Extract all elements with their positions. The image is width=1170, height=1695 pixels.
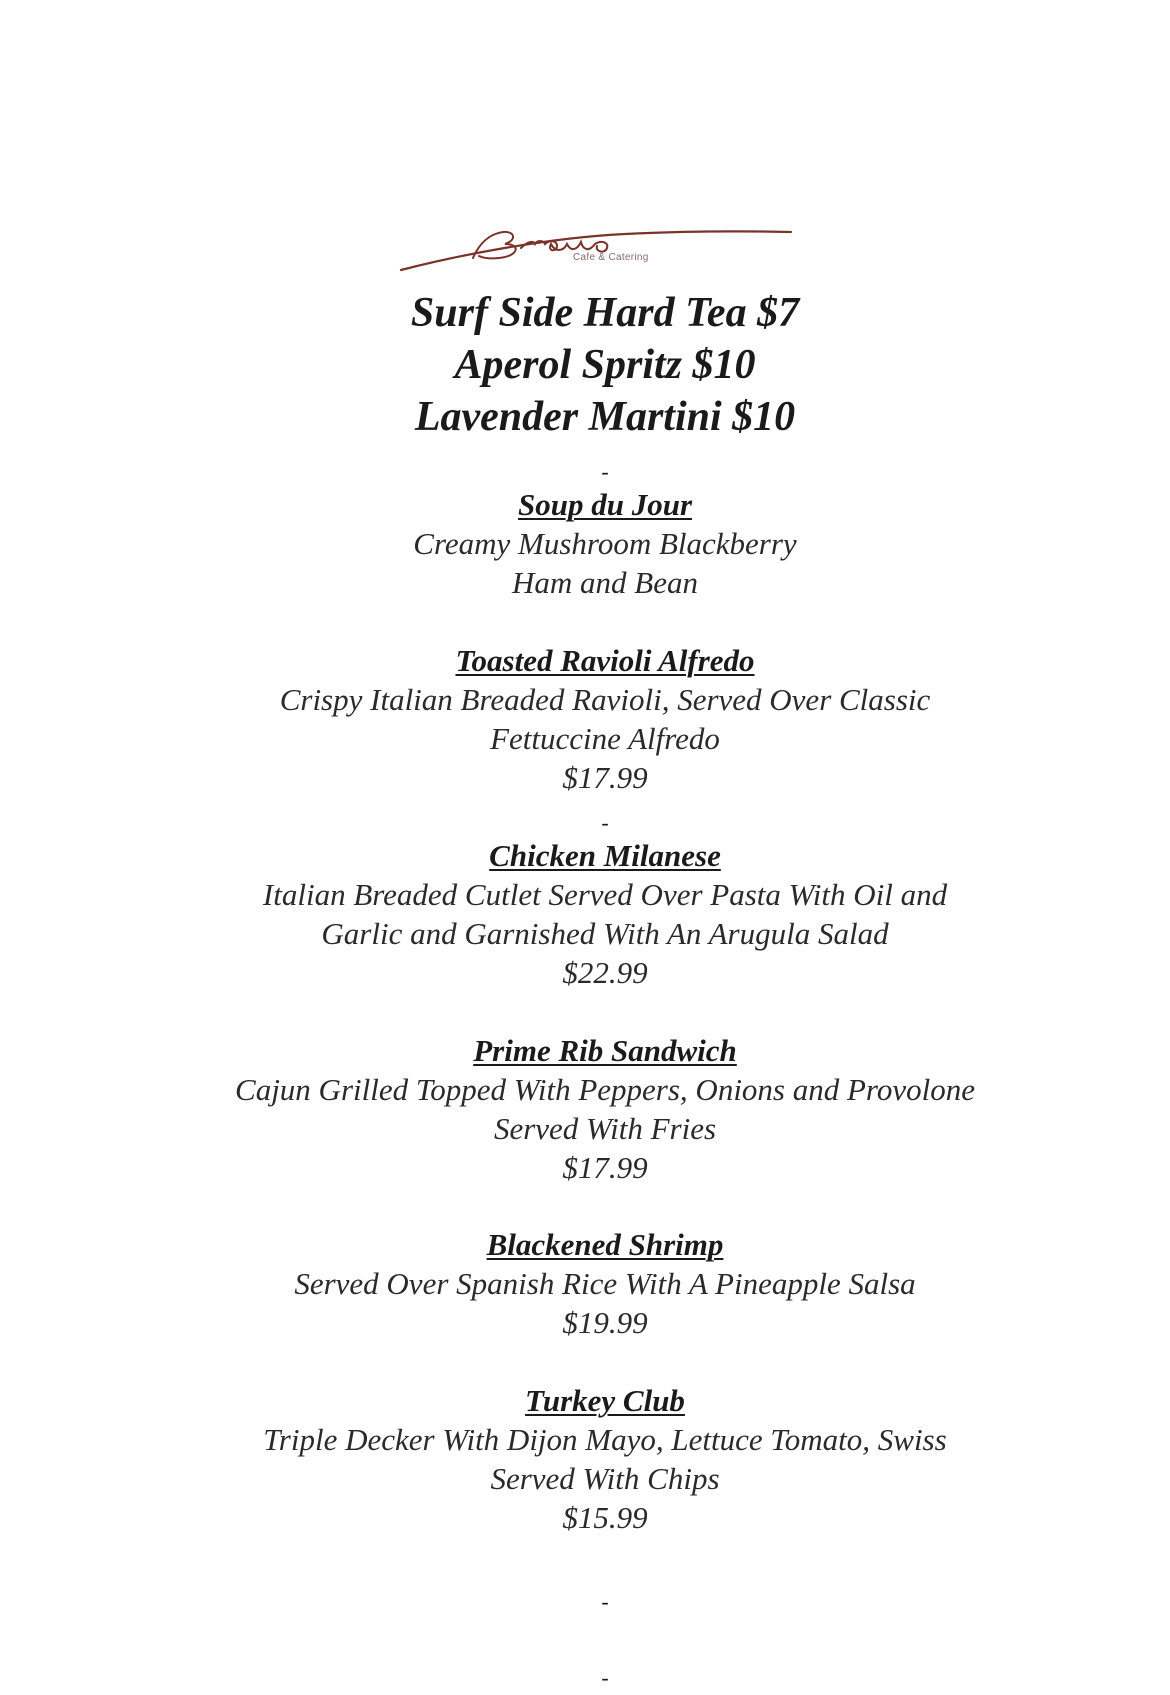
separator-dash: - (601, 459, 609, 484)
drink-item: Lavender Martini $10 (414, 394, 796, 440)
section-line: Cajun Grilled Topped With Peppers, Onions and Provolone (235, 1072, 975, 1107)
section-line: Garlic and Garnished With An Arugula Salad (321, 916, 889, 951)
separator-dash: - (601, 1589, 609, 1614)
section-line: Served With Fries (493, 1111, 717, 1146)
section-price: $22.99 (562, 955, 648, 990)
section-title: Chicken Milanese (489, 838, 721, 873)
drink-item: Aperol Spritz $10 (454, 342, 756, 388)
drinks-list (0, 287, 1170, 443)
menu-section-milanese (0, 836, 1170, 992)
menu-section-turkey-club (0, 1381, 1170, 1537)
section-price: $19.99 (562, 1305, 648, 1340)
logo-tagline: Cafe & Catering (573, 252, 649, 263)
section-title: Blackened Shrimp (486, 1227, 724, 1262)
separator-dash: - (601, 1665, 609, 1690)
section-price: $17.99 (562, 760, 648, 795)
section-title: Toasted Ravioli Alfredo (455, 643, 755, 678)
section-line: Served With Chips (490, 1461, 720, 1496)
section-line: Ham and Bean (512, 565, 698, 600)
bravo-logo (395, 222, 795, 274)
section-line: Served Over Spanish Rice With A Pineapple Salsa (294, 1266, 916, 1301)
menu-section-shrimp (0, 1225, 1170, 1342)
menu-section-soup (0, 485, 1170, 602)
section-price: $17.99 (562, 1150, 648, 1185)
section-line: Italian Breaded Cutlet Served Over Pasta With Oil and (262, 877, 948, 912)
section-title: Soup du Jour (517, 487, 693, 522)
section-price: $15.99 (562, 1500, 648, 1535)
menu-section-prime-rib (0, 1031, 1170, 1187)
section-title: Prime Rib Sandwich (473, 1033, 737, 1068)
section-line: Triple Decker With Dijon Mayo, Lettuce Tomato, Swiss (263, 1422, 947, 1457)
drink-item: Surf Side Hard Tea $7 (410, 290, 800, 336)
menu-section-ravioli (0, 641, 1170, 797)
separator-dash: - (601, 810, 609, 835)
section-line: Fettuccine Alfredo (490, 721, 720, 756)
section-line: Creamy Mushroom Blackberry (413, 526, 797, 561)
section-line: Crispy Italian Breaded Ravioli, Served Over Classic (279, 682, 931, 717)
section-title: Turkey Club (525, 1383, 685, 1418)
